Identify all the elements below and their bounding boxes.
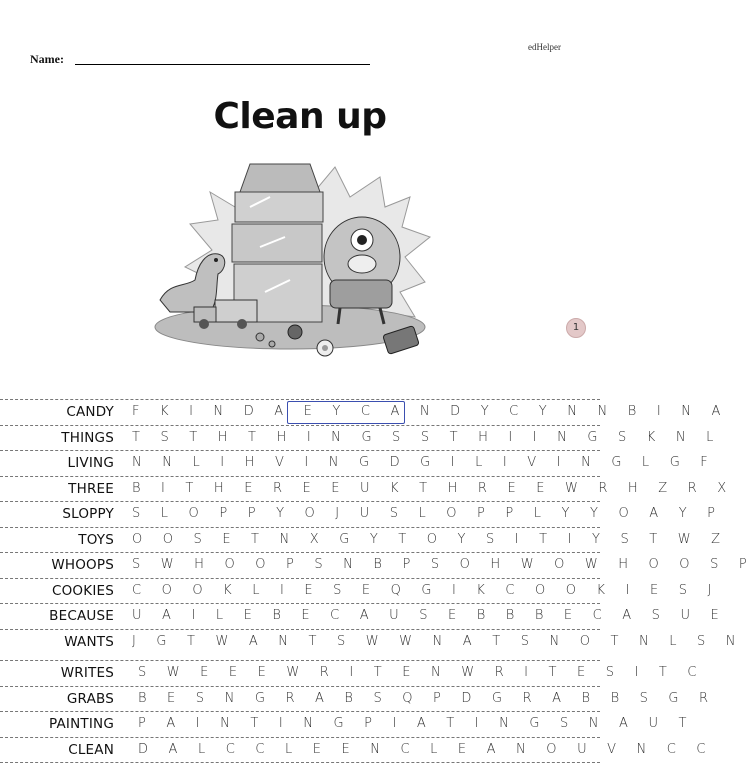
letter-row: F K I N D A E Y C A N D Y C Y N N B I N A [132,404,729,419]
puzzle-row [0,578,720,604]
found-word-highlight [287,401,405,424]
letter-row: U A I L E B E C A U S E B B B E C A S U E [132,608,727,623]
letter-row: P A I N T I N G P I A T I N G S N A U T [138,716,695,731]
word-toys: TOYS [78,531,114,548]
word-cookies: COOKIES [51,582,114,599]
puzzle-row [0,450,716,476]
brand-label: edHelper [528,42,561,52]
page-title: Clean up [213,96,387,137]
puzzle-row [0,603,727,629]
letter-row: T S T H T H I N G S S T H I I N G S K N L [132,429,722,445]
puzzle-row [0,660,705,686]
puzzle-row [0,425,722,451]
puzzle-row [0,711,695,737]
word-search-grid [0,399,755,763]
puzzle-row [0,501,724,527]
puzzle-row [0,399,729,425]
puzzle-row [0,737,714,764]
letter-row: B I T H E R E E U K T H R E E W R H Z R X [132,480,735,496]
letter-row: B E S N G R A B S Q P D G R A B B S G R [138,690,717,706]
word-painting: PAINTING [49,716,114,732]
word-because: BECAUSE [49,608,114,624]
word-clean: CLEAN [68,741,114,758]
word-wants: WANTS [64,633,114,650]
name-label: Name: [30,52,64,66]
puzzle-row [0,552,755,578]
letter-row: S L O P P Y O J U S L O P P L Y Y O A Y P [132,506,724,521]
puzzle-row [0,476,735,502]
puzzle-row [0,629,744,655]
letter-row: C O O K L I E S E Q G I K C O O K I E S J [132,582,720,598]
letter-row: O O S E T N X G Y T O Y S I T I Y S T W Z [132,531,729,547]
word-grabs: GRABS [66,690,114,707]
word-whoops: WHOOPS [51,557,114,573]
letter-row: D A L C C L E E N C L E A N O U V N C C [138,741,714,757]
name-line [75,64,370,65]
puzzle-row [0,686,717,712]
puzzle-row [0,527,729,553]
letter-row: J G T W A N T S W W N A T S N O T N L S N [132,633,744,649]
letter-row: S W H O O P S N B P S O H W O W H O O S P [132,557,755,572]
cartoon-monster-cleanup-illustration [140,152,455,374]
word-living: LIVING [67,455,114,471]
page-number-badge: 1 [566,318,586,338]
word-candy: CANDY [66,404,114,420]
word-things: THINGS [61,429,114,446]
letter-row: N N L I H V I N G D G I L I V I N G L G F [132,455,716,470]
word-three: THREE [68,480,114,497]
word-sloppy: SLOPPY [62,506,114,522]
letter-row: S W E E E W R I T E N W R I T E S I T C [138,665,705,680]
word-writes: WRITES [60,665,114,681]
name-field [30,52,375,66]
